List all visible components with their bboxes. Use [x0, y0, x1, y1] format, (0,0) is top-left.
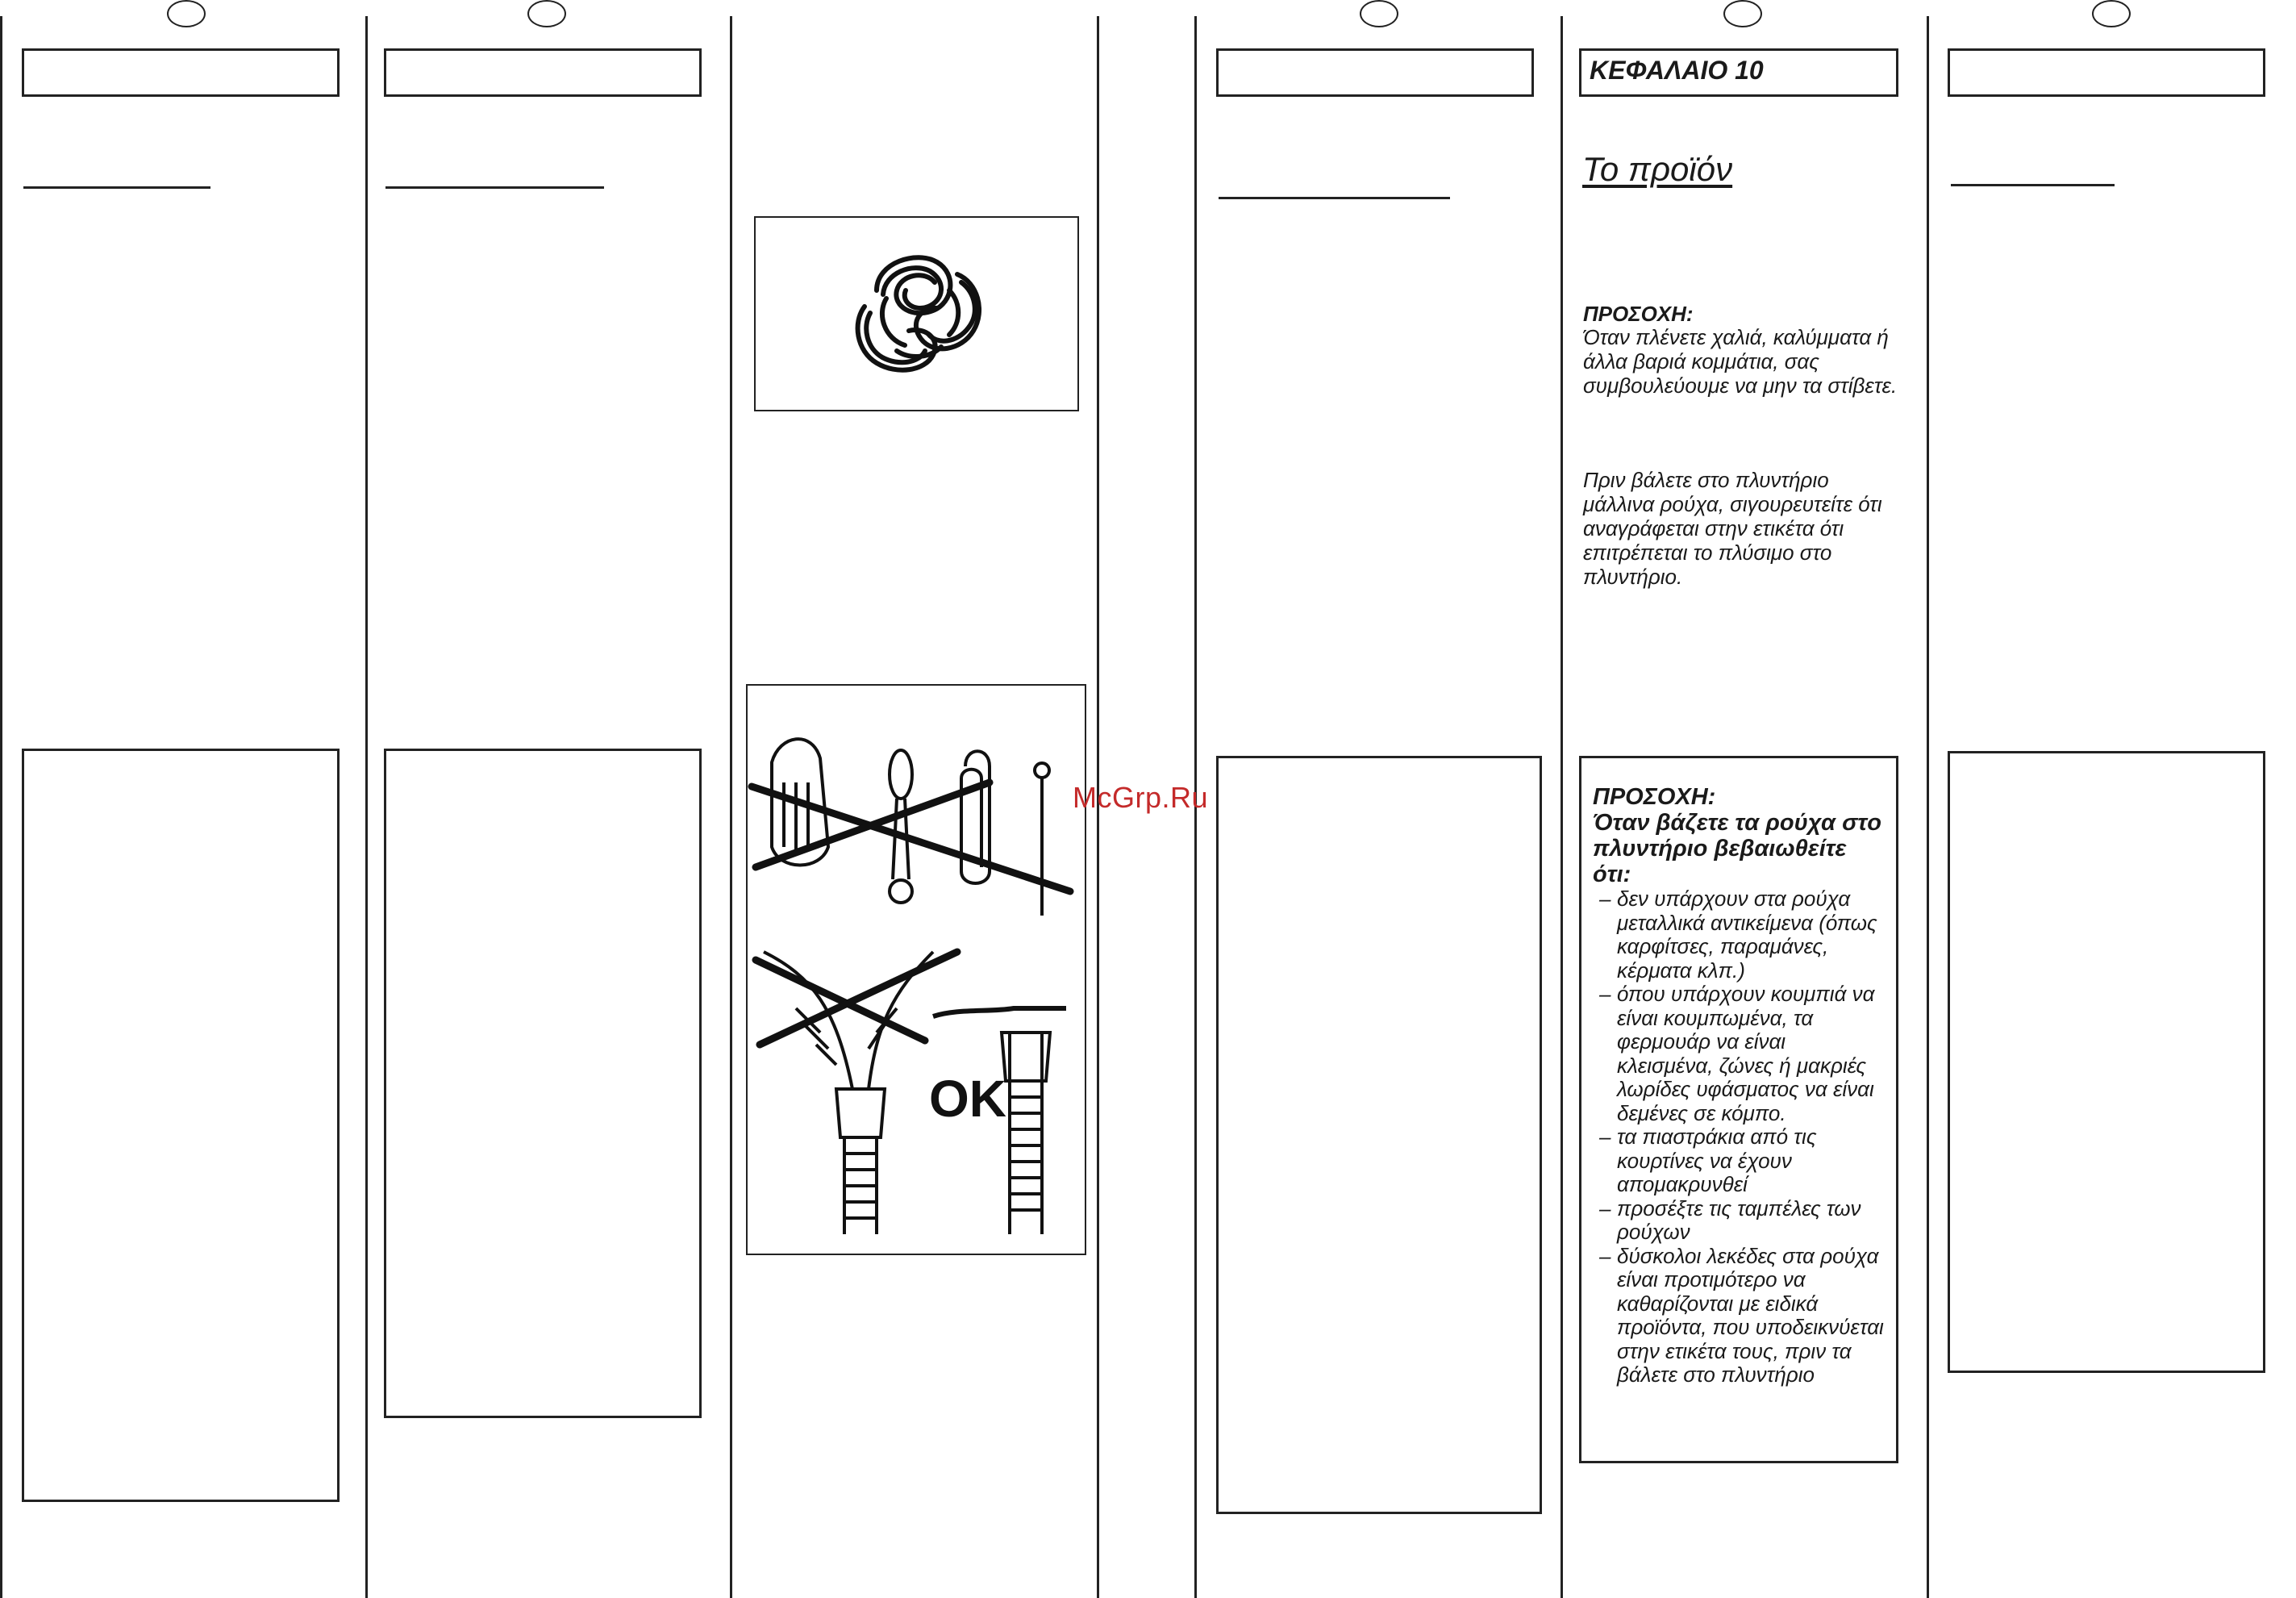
- chapter-header-box: [1216, 48, 1534, 97]
- list-item: – όπου υπάρχουν κουμπιά να είναι κουμπωμένα, τα φερμουάρ να είναι κλεισμένα, ζώνες ή μακριές λωρίδες υφάσματος να είναι δεμένες σε κόμπο.: [1599, 982, 1875, 1125]
- title-underline: [23, 186, 210, 189]
- list-item: – δύσκολοι λεκέδες στα ρούχα είναι προτιμότερο να καθαρίζονται με ειδικά προϊόντα, που υποδεικνύεται στην ετικέτα τους, πριν τα βάλετε στο πλυντήριο: [1599, 1243, 1884, 1387]
- woolmark-illustration: [754, 216, 1079, 411]
- language-tab-icon: [1723, 0, 1762, 27]
- title-underline: [385, 186, 604, 189]
- title-underline: [1219, 197, 1450, 199]
- caution-box-intro: Όταν βάζετε τα ρούχα στο πλυντήριο βεβαιωθείτε ότι:: [1593, 810, 1881, 887]
- pins-and-zips-icon: [748, 686, 1085, 1254]
- column-divider: [0, 16, 2, 1598]
- wool-note: Πριν βάλετε στο πλυντήριο μάλλινα ρούχα, σιγουρευτείτε ότι αναγράφεται στην ετικέτα ότι επιτρέπεται το πλύσιμο στο πλυντήριο.: [1583, 468, 1882, 589]
- column-divider: [365, 16, 368, 1598]
- caution-frame: [1216, 756, 1542, 1514]
- chapter-heading: ΚΕΦΑΛΑΙΟ 10: [1579, 48, 1898, 97]
- woolmark-icon: [756, 218, 1077, 410]
- chapter-header-box: [22, 48, 340, 97]
- language-tab-icon: [167, 0, 206, 27]
- language-tab-icon: [2092, 0, 2131, 27]
- list-item: – δεν υπάρχουν στα ρούχα μεταλλικά αντικείμενα (όπως καρφίτσες, παραμάνες, κέρματα κλπ.): [1599, 887, 1877, 983]
- caution-frame: [384, 749, 702, 1418]
- list-item: – προσέξτε τις ταμπέλες των ρούχων: [1599, 1195, 1861, 1244]
- column-divider: [1561, 16, 1563, 1598]
- chapter-header-box: [1948, 48, 2265, 97]
- watermark-text: McGrp.Ru: [1073, 781, 1209, 814]
- caution-list: [1593, 887, 1886, 1387]
- caution-box: [1579, 756, 1898, 1463]
- chapter-header-box: [384, 48, 702, 97]
- page-title: Το προϊόν: [1582, 150, 1733, 188]
- title-underline: [1951, 184, 2115, 186]
- language-tab-icon: [527, 0, 566, 27]
- caution-label: ΠΡΟΣΟΧΗ:: [1583, 302, 1694, 326]
- caution-frame: [22, 749, 340, 1502]
- prohibited-items-illustration: [746, 684, 1086, 1255]
- caution-box-label: ΠΡΟΣΟΧΗ:: [1593, 784, 1716, 810]
- column-divider: [730, 16, 732, 1598]
- caution-text: Όταν πλένετε χαλιά, καλύμματα ή άλλα βαριά κομμάτια, σας συμβουλεύουμε να μην τα στίβετε.: [1583, 325, 1898, 398]
- language-tab-icon: [1360, 0, 1398, 27]
- column-divider: [1927, 16, 1929, 1598]
- ok-label: OK: [929, 1070, 1006, 1128]
- list-item: – τα πιαστράκια από τις κουρτίνες να έχουν απομακρυνθεί: [1599, 1124, 1817, 1196]
- caution-frame: [1948, 751, 2265, 1373]
